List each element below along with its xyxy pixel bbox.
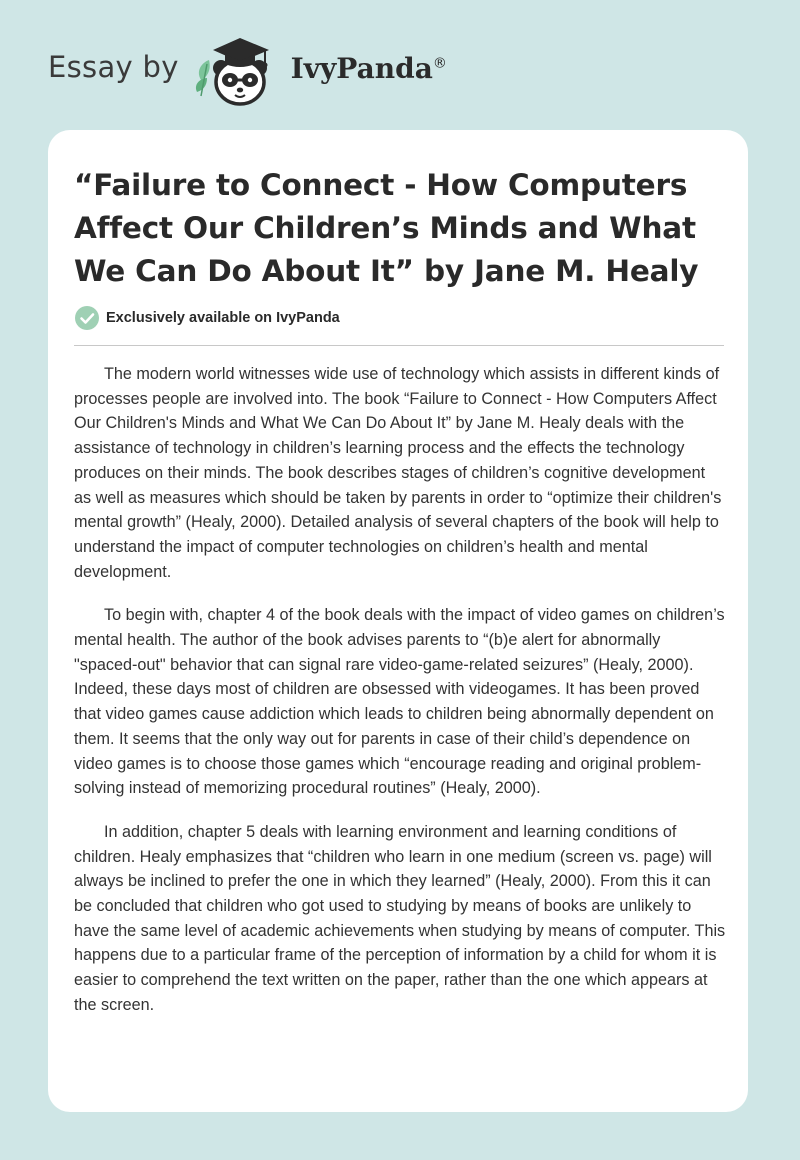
essay-title: “Failure to Connect - How Computers Affect Our Children’s Minds and What We Can Do About It” by Jane M. Healy bbox=[74, 168, 699, 288]
essay-card bbox=[48, 130, 748, 1112]
essay-body bbox=[74, 362, 726, 1037]
paragraph: The modern world witnesses wide use of technology which assists in different kinds of processes people are involved into. The book “Failure to Connect - How Computers Affect Our Children's Minds and What We Can Do About It” by Jane M. Healy deals with the assistance of technology in children’s learning process and the effects the technology produces on their minds. The book describes stages of children’s cognitive development as well as measures which should be taken by parents in order to “optimize their children's mental growth” (Healy, 2000). Detailed analysis of several chapters of the book will help to understand the impact of computer technologies on children’s health and mental development. bbox=[74, 365, 722, 581]
divider bbox=[74, 345, 724, 346]
registered-mark: ® bbox=[432, 55, 447, 72]
exclusive-badge bbox=[74, 305, 340, 331]
exclusive-label: Exclusively available on IvyPanda bbox=[106, 310, 340, 326]
panda-logo-icon[interactable] bbox=[193, 30, 285, 110]
check-circle-icon bbox=[74, 305, 100, 331]
brand-name[interactable]: IvyPanda® bbox=[290, 51, 447, 85]
paragraph: In addition, chapter 5 deals with learning environment and learning conditions of children. Healy emphasizes that “children who learn in one medium (screen vs. page) will always be inclined to prefer the one in which they learned” (Healy, 2000). From this it can be concluded that children who got used to studying by means of books are unlikely to have the same level of academic achievements when studying by means of computer. This happens due to a particular frame of the perception of information by a child for whom it is easier to comprehend the text written on the paper, rather than the one which appears at the screen. bbox=[74, 822, 726, 1014]
paragraph: To begin with, chapter 4 of the book deals with the impact of video games on children’s mental health. The author of the book advises parents to “(b)e alert for abnormally "spaced-out" behavior that can signal rare video-game-related seizures” (Healy, 2000). Indeed, these days most of children are obsessed with videogames. It has been proved that video games cause addiction which leads to children being abnormally dependent on them. It seems that the only way out for parents in case of their child’s dependence on video games is to choose those games which “encourage reading and original problem-solving instead of memorizing procedural routines” (Healy, 2000). bbox=[74, 606, 725, 798]
site-header bbox=[48, 30, 447, 110]
essay-by-label: Essay by bbox=[48, 50, 179, 84]
